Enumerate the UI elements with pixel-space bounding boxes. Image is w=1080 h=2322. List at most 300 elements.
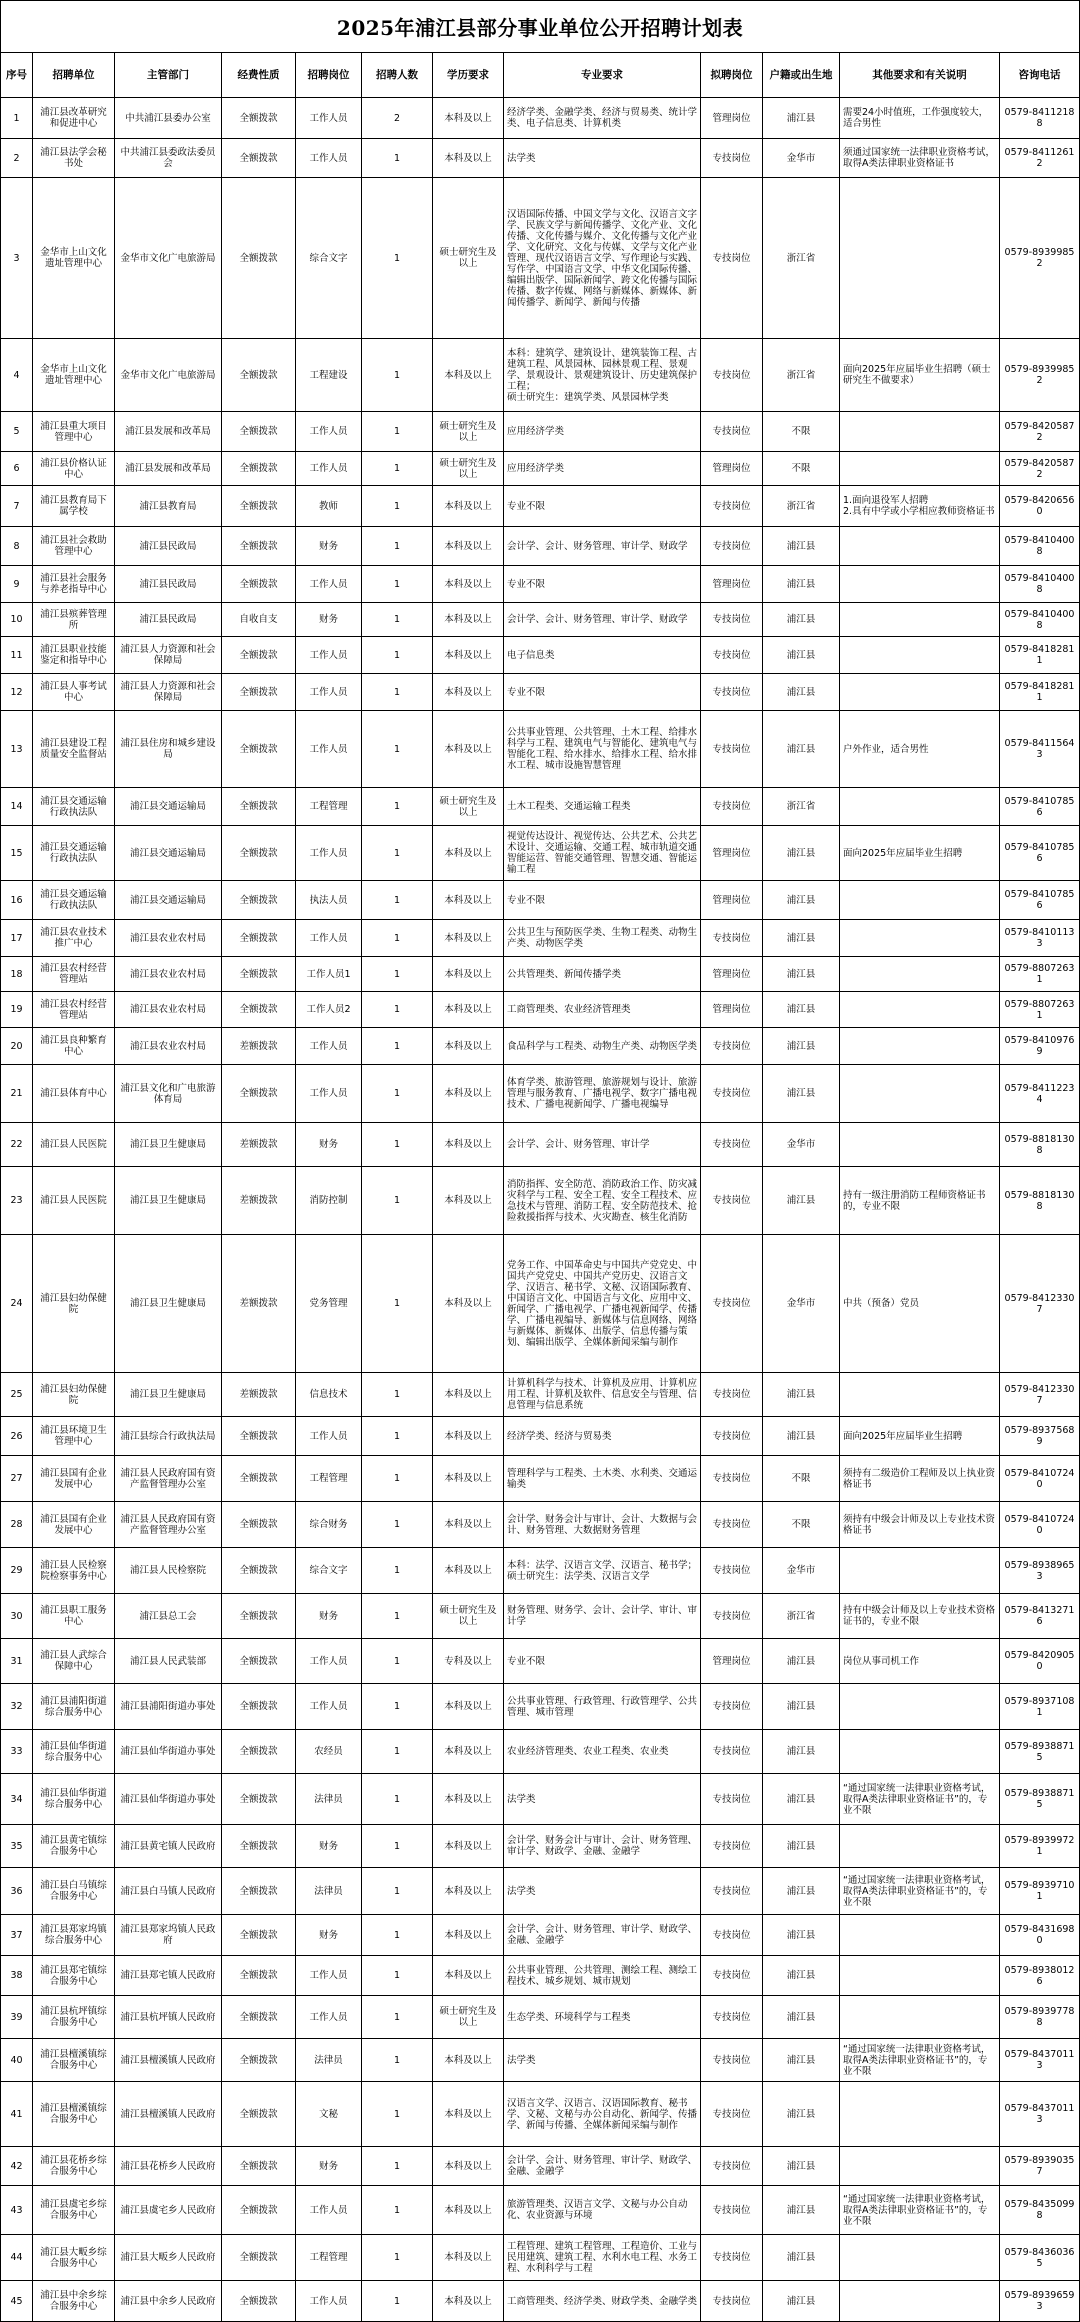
cell-post: 工作人员 [296, 2186, 362, 2234]
cell-phone: 0579-84123307 [1000, 1373, 1080, 1416]
cell-notes [840, 2281, 1000, 2321]
cell-funding: 全额拨款 [222, 2281, 296, 2321]
cell-unit: 浦江县职工服务中心 [33, 1594, 115, 1638]
cell-post: 工作人员 [296, 674, 362, 710]
table-row [0, 1548, 1080, 1594]
cell-department: 中共浦江县委政法委员会 [115, 139, 222, 177]
cell-post-type: 专技岗位 [701, 674, 763, 710]
cell-origin: 不限 [763, 412, 840, 451]
cell-count: 1 [362, 1167, 433, 1234]
cell-post: 工作人员 [296, 1417, 362, 1455]
cell-count: 1 [362, 637, 433, 673]
cell-education: 本科及以上 [433, 1774, 504, 1824]
cell-phone: 0579-89399721 [1000, 1825, 1080, 1867]
table-row [0, 1502, 1080, 1548]
cell-post: 财务 [296, 603, 362, 636]
cell-funding: 全额拨款 [222, 1594, 296, 1638]
table-row [0, 566, 1080, 603]
cell-phone: 0579-84209050 [1000, 1639, 1080, 1683]
page-title: 2025年浦江县部分事业单位公开招聘计划表 [0, 0, 1080, 53]
cell-no: 11 [0, 637, 33, 673]
cell-post-type: 专技岗位 [701, 1868, 763, 1914]
cell-major: 会计学、财务会计与审计、会计、财务管理、审计学、财政学、金融、金融学 [504, 1825, 701, 1867]
table-row [0, 1956, 1080, 1996]
cell-phone: 0579-89380126 [1000, 1956, 1080, 1995]
cell-funding: 差额拨款 [222, 1167, 296, 1234]
cell-notes: “通过国家统一法律职业资格考试，取得A类法律职业资格证书”的，专业不限 [840, 2039, 1000, 2081]
cell-notes [840, 566, 1000, 602]
cell-funding: 全额拨款 [222, 98, 296, 138]
cell-post-type: 专技岗位 [701, 1915, 763, 1955]
cell-unit: 浦江县国有企业发展中心 [33, 1456, 115, 1501]
cell-count: 1 [362, 1825, 433, 1867]
cell-notes [840, 1956, 1000, 1995]
header-major: 专业要求 [504, 53, 701, 97]
cell-notes [840, 1373, 1000, 1416]
cell-unit: 浦江县重大项目管理中心 [33, 412, 115, 451]
cell-post: 教师 [296, 486, 362, 526]
cell-education: 本科及以上 [433, 1456, 504, 1501]
cell-unit: 浦江县体育中心 [33, 1065, 115, 1122]
cell-notes: “通过国家统一法律职业资格考试，取得A类法律职业资格证书”的，专业不限 [840, 1868, 1000, 1914]
cell-unit: 浦江县花桥乡综合服务中心 [33, 2147, 115, 2185]
cell-education: 本科及以上 [433, 1235, 504, 1372]
cell-education: 本科及以上 [433, 881, 504, 919]
cell-major: 经济学类、金融学类、经济与贸易类、统计学类、电子信息类、计算机类 [504, 98, 701, 138]
cell-post: 工作人员 [296, 566, 362, 602]
cell-major: 法学类 [504, 1868, 701, 1914]
cell-funding: 差额拨款 [222, 1373, 296, 1416]
cell-major: 土木工程类、交通运输工程类 [504, 788, 701, 825]
cell-post-type: 专技岗位 [701, 412, 763, 451]
cell-funding: 差额拨款 [222, 1028, 296, 1064]
cell-post: 工作人员 [296, 1956, 362, 1995]
cell-post-type: 专技岗位 [701, 1684, 763, 1729]
cell-department: 浦江县住房和城乡建设局 [115, 711, 222, 787]
cell-education: 本科及以上 [433, 139, 504, 177]
cell-major: 法学类 [504, 139, 701, 177]
cell-post-type: 管理岗位 [701, 452, 763, 485]
cell-origin: 浦江县 [763, 2186, 840, 2234]
cell-department: 浦江县交通运输局 [115, 826, 222, 880]
cell-count: 1 [362, 2039, 433, 2081]
cell-count: 1 [362, 2147, 433, 2185]
cell-phone: 0579-89375689 [1000, 1417, 1080, 1455]
table-row [0, 1996, 1080, 2039]
cell-department: 浦江县农业农村局 [115, 1028, 222, 1064]
table-row [0, 527, 1080, 566]
header-funding: 经费性质 [222, 53, 296, 97]
cell-major: 公共事业管理、公共管理、测绘工程、测绘工程技术、城乡规划、城市规划 [504, 1956, 701, 1995]
cell-post: 综合文字 [296, 178, 362, 338]
cell-funding: 全额拨款 [222, 1639, 296, 1683]
cell-unit: 浦江县虞宅乡综合服务中心 [33, 2186, 115, 2234]
table-row [0, 1639, 1080, 1684]
cell-origin: 浦江县 [763, 1915, 840, 1955]
cell-count: 1 [362, 1774, 433, 1824]
cell-post: 法律员 [296, 1868, 362, 1914]
cell-unit: 浦江县黄宅镇综合服务中心 [33, 1825, 115, 1867]
cell-post-type: 专技岗位 [701, 1456, 763, 1501]
cell-unit: 浦江县郑宅镇综合服务中心 [33, 1956, 115, 1995]
cell-post-type: 专技岗位 [701, 1417, 763, 1455]
cell-post-type: 管理岗位 [701, 1639, 763, 1683]
cell-unit: 浦江县大畈乡综合服务中心 [33, 2235, 115, 2280]
cell-department: 浦江县教育局 [115, 486, 222, 526]
cell-funding: 全额拨款 [222, 1548, 296, 1593]
cell-phone: 0579-84112234 [1000, 1065, 1080, 1122]
cell-unit: 浦江县人民医院 [33, 1123, 115, 1166]
cell-post-type: 管理岗位 [701, 957, 763, 991]
cell-post-type: 管理岗位 [701, 992, 763, 1027]
cell-origin: 浦江县 [763, 566, 840, 602]
cell-funding: 全额拨款 [222, 339, 296, 411]
cell-phone: 0579-89396593 [1000, 2281, 1080, 2321]
cell-count: 1 [362, 139, 433, 177]
cell-unit: 浦江县人武综合保障中心 [33, 1639, 115, 1683]
cell-post-type: 专技岗位 [701, 637, 763, 673]
cell-education: 本科及以上 [433, 957, 504, 991]
cell-funding: 全额拨款 [222, 1730, 296, 1773]
header-department: 主管部门 [115, 53, 222, 97]
cell-post: 工作人员 [296, 139, 362, 177]
cell-origin: 金华市 [763, 1235, 840, 1372]
cell-unit: 浦江县国有企业发展中心 [33, 1502, 115, 1547]
cell-no: 43 [0, 2186, 33, 2234]
cell-origin: 浦江县 [763, 1684, 840, 1729]
cell-phone: 0579-84123307 [1000, 1235, 1080, 1372]
cell-count: 1 [362, 339, 433, 411]
cell-post: 财务 [296, 1825, 362, 1867]
cell-count: 1 [362, 603, 433, 636]
cell-major: 会计学、会计、财务管理、审计学、财政学、金融、金融学 [504, 1915, 701, 1955]
cell-no: 42 [0, 2147, 33, 2185]
cell-major: 会计学、财务会计与审计、会计、大数据与会计、财务管理、大数据财务管理 [504, 1502, 701, 1547]
cell-post: 综合文字 [296, 1548, 362, 1593]
cell-notes: 户外作业，适合男性 [840, 711, 1000, 787]
cell-phone: 0579-84370113 [1000, 2039, 1080, 2081]
cell-education: 本科及以上 [433, 486, 504, 526]
cell-post-type: 专技岗位 [701, 1774, 763, 1824]
cell-post: 执法人员 [296, 881, 362, 919]
cell-unit: 浦江县良种繁育中心 [33, 1028, 115, 1064]
cell-education: 本科及以上 [433, 1915, 504, 1955]
cell-count: 1 [362, 957, 433, 991]
cell-unit: 浦江县妇幼保健院 [33, 1373, 115, 1416]
cell-major: 会计学、会计、财务管理、审计学、财政学 [504, 603, 701, 636]
cell-department: 浦江县浦阳街道办事处 [115, 1684, 222, 1729]
cell-origin: 浦江县 [763, 2235, 840, 2280]
cell-education: 本科及以上 [433, 1167, 504, 1234]
cell-notes: 需要24小时值班，工作强度较大，适合男性 [840, 98, 1000, 138]
cell-major: 公共卫生与预防医学类、生物工程类、动物生产类、动物医学类 [504, 920, 701, 956]
cell-education: 本科及以上 [433, 711, 504, 787]
cell-count: 1 [362, 452, 433, 485]
cell-funding: 全额拨款 [222, 2186, 296, 2234]
table-row [0, 1825, 1080, 1868]
cell-origin: 浙江省 [763, 339, 840, 411]
cell-funding: 全额拨款 [222, 992, 296, 1027]
header-unit: 招聘单位 [33, 53, 115, 97]
cell-count: 1 [362, 1417, 433, 1455]
cell-origin: 浦江县 [763, 957, 840, 991]
cell-phone: 0579-88072631 [1000, 992, 1080, 1027]
cell-count: 1 [362, 486, 433, 526]
cell-major: 专业不限 [504, 881, 701, 919]
cell-unit: 浦江县社会服务与养老指导中心 [33, 566, 115, 602]
cell-post: 财务 [296, 1123, 362, 1166]
cell-phone: 0579-88072631 [1000, 957, 1080, 991]
cell-notes [840, 1548, 1000, 1593]
cell-unit: 浦江县妇幼保健院 [33, 1235, 115, 1372]
cell-phone: 0579-84104008 [1000, 603, 1080, 636]
cell-count: 1 [362, 826, 433, 880]
cell-post: 农经员 [296, 1730, 362, 1773]
cell-post: 财务 [296, 2147, 362, 2185]
cell-department: 浦江县综合行政执法局 [115, 1417, 222, 1455]
cell-post-type: 专技岗位 [701, 1373, 763, 1416]
cell-department: 浦江县文化和广电旅游体育局 [115, 1065, 222, 1122]
cell-phone: 0579-84316980 [1000, 1915, 1080, 1955]
cell-unit: 浦江县浦阳街道综合服务中心 [33, 1684, 115, 1729]
cell-department: 浦江县虞宅乡人民政府 [115, 2186, 222, 2234]
cell-funding: 全额拨款 [222, 1502, 296, 1547]
cell-department: 浦江县发展和改革局 [115, 452, 222, 485]
cell-count: 1 [362, 1684, 433, 1729]
cell-education: 硕士研究生及以上 [433, 1996, 504, 2038]
cell-count: 1 [362, 566, 433, 602]
cell-no: 3 [0, 178, 33, 338]
cell-origin: 浦江县 [763, 1868, 840, 1914]
cell-unit: 浦江县仙华街道综合服务中心 [33, 1730, 115, 1773]
cell-phone: 0579-88181308 [1000, 1167, 1080, 1234]
cell-phone: 0579-84115643 [1000, 711, 1080, 787]
cell-phone: 0579-89397788 [1000, 1996, 1080, 2038]
cell-department: 浦江县人力资源和社会保障局 [115, 674, 222, 710]
cell-major: 经济学类、经济与贸易类 [504, 1417, 701, 1455]
cell-department: 浦江县人民检察院 [115, 1548, 222, 1593]
cell-education: 专科及以上 [433, 1639, 504, 1683]
cell-notes: “通过国家统一法律职业资格考试，取得A类法律职业资格证书”的，专业不限 [840, 1774, 1000, 1824]
cell-funding: 差额拨款 [222, 1123, 296, 1166]
cell-funding: 全额拨款 [222, 139, 296, 177]
cell-no: 15 [0, 826, 33, 880]
cell-count: 1 [362, 1730, 433, 1773]
cell-origin: 浙江省 [763, 1594, 840, 1638]
cell-origin: 浦江县 [763, 527, 840, 565]
cell-post: 文秘 [296, 2082, 362, 2146]
cell-origin: 浦江县 [763, 1065, 840, 1122]
cell-phone: 0579-89371081 [1000, 1684, 1080, 1729]
cell-unit: 浦江县社会救助管理中心 [33, 527, 115, 565]
cell-count: 1 [362, 711, 433, 787]
cell-department: 浦江县民政局 [115, 566, 222, 602]
table-row [0, 1373, 1080, 1417]
cell-no: 31 [0, 1639, 33, 1683]
cell-funding: 全额拨款 [222, 1825, 296, 1867]
cell-post: 工程管理 [296, 2235, 362, 2280]
cell-funding: 全额拨款 [222, 178, 296, 338]
cell-no: 6 [0, 452, 33, 485]
cell-no: 17 [0, 920, 33, 956]
cell-post-type: 管理岗位 [701, 98, 763, 138]
cell-no: 16 [0, 881, 33, 919]
cell-department: 浦江县交通运输局 [115, 788, 222, 825]
cell-count: 1 [362, 1868, 433, 1914]
cell-origin: 浦江县 [763, 1996, 840, 2038]
cell-notes [840, 992, 1000, 1027]
cell-unit: 浦江县人民医院 [33, 1167, 115, 1234]
cell-department: 浦江县卫生健康局 [115, 1235, 222, 1372]
table-row [0, 637, 1080, 674]
cell-notes [840, 1996, 1000, 2038]
cell-post-type: 专技岗位 [701, 2186, 763, 2234]
cell-no: 12 [0, 674, 33, 710]
cell-post: 工作人员1 [296, 957, 362, 991]
cell-origin: 浦江县 [763, 1639, 840, 1683]
cell-post-type: 管理岗位 [701, 566, 763, 602]
cell-funding: 全额拨款 [222, 957, 296, 991]
cell-education: 本科及以上 [433, 1956, 504, 1995]
cell-notes [840, 957, 1000, 991]
cell-major: 农业经济管理类、农业工程类、农业类 [504, 1730, 701, 1773]
cell-funding: 全额拨款 [222, 1684, 296, 1729]
cell-phone: 0579-89397101 [1000, 1868, 1080, 1914]
cell-department: 浦江县农业农村局 [115, 957, 222, 991]
cell-phone: 0579-84370113 [1000, 2082, 1080, 2146]
cell-notes [840, 674, 1000, 710]
cell-education: 本科及以上 [433, 1730, 504, 1773]
cell-funding: 差额拨款 [222, 1235, 296, 1372]
cell-department: 浦江县卫生健康局 [115, 1373, 222, 1416]
cell-origin: 浦江县 [763, 1167, 840, 1234]
cell-post: 工作人员 [296, 1684, 362, 1729]
cell-phone: 0579-84206560 [1000, 486, 1080, 526]
cell-post-type: 专技岗位 [701, 178, 763, 338]
cell-no: 45 [0, 2281, 33, 2321]
cell-count: 1 [362, 1028, 433, 1064]
header-post: 招聘岗位 [296, 53, 362, 97]
cell-phone: 0579-84132716 [1000, 1594, 1080, 1638]
table-row [0, 178, 1080, 339]
cell-education: 本科及以上 [433, 637, 504, 673]
cell-funding: 全额拨款 [222, 1915, 296, 1955]
cell-department: 浦江县白马镇人民政府 [115, 1868, 222, 1914]
cell-unit: 浦江县改革研究和促进中心 [33, 98, 115, 138]
cell-notes: 1.面向退役军人招聘 2.具有中学或小学相应教师资格证书 [840, 486, 1000, 526]
cell-post: 工作人员 [296, 1996, 362, 2038]
cell-post: 工作人员 [296, 711, 362, 787]
cell-origin: 浦江县 [763, 1956, 840, 1995]
cell-phone: 0579-89399852 [1000, 178, 1080, 338]
cell-unit: 浦江县农村经营管理站 [33, 992, 115, 1027]
cell-notes: 须持有中级会计师及以上专业技术资格证书 [840, 1502, 1000, 1547]
cell-department: 浦江县大畈乡人民政府 [115, 2235, 222, 2280]
cell-no: 13 [0, 711, 33, 787]
table-row [0, 992, 1080, 1028]
cell-funding: 全额拨款 [222, 826, 296, 880]
cell-funding: 全额拨款 [222, 2147, 296, 2185]
cell-count: 1 [362, 2235, 433, 2280]
cell-major: 消防指挥、安全防范、消防政治工作、防灾减灾科学与工程、安全工程、安全工程技术、应急技术与管理、消防工程、安全防范技术、抢险救援指挥与技术、火灾勘查、核生化消防 [504, 1167, 701, 1234]
cell-count: 1 [362, 2281, 433, 2321]
cell-unit: 浦江县价格认证中心 [33, 452, 115, 485]
cell-no: 28 [0, 1502, 33, 1547]
cell-post: 信息技术 [296, 1373, 362, 1416]
table-row [0, 339, 1080, 412]
cell-post: 综合财务 [296, 1502, 362, 1547]
cell-phone: 0579-84182811 [1000, 637, 1080, 673]
cell-notes [840, 603, 1000, 636]
cell-origin: 浦江县 [763, 1373, 840, 1416]
cell-education: 本科及以上 [433, 566, 504, 602]
cell-count: 1 [362, 1996, 433, 2038]
cell-major: 生态学类、环境科学与工程类 [504, 1996, 701, 2038]
cell-count: 1 [362, 788, 433, 825]
cell-notes: 面向2025年应届毕业生招聘（硕士研究生不做要求） [840, 339, 1000, 411]
cell-no: 32 [0, 1684, 33, 1729]
cell-notes: 持有中级会计师及以上专业技术资格证书的，专业不限 [840, 1594, 1000, 1638]
cell-major: 工商管理类、农业经济管理类 [504, 992, 701, 1027]
cell-no: 7 [0, 486, 33, 526]
cell-post-type: 专技岗位 [701, 788, 763, 825]
cell-count: 1 [362, 1594, 433, 1638]
table-row [0, 788, 1080, 826]
cell-phone: 0579-89389653 [1000, 1548, 1080, 1593]
cell-no: 44 [0, 2235, 33, 2280]
cell-education: 本科及以上 [433, 992, 504, 1027]
cell-unit: 浦江县建设工程质量安全监督站 [33, 711, 115, 787]
cell-post: 财务 [296, 527, 362, 565]
cell-no: 21 [0, 1065, 33, 1122]
cell-education: 本科及以上 [433, 1502, 504, 1547]
cell-unit: 浦江县中余乡综合服务中心 [33, 2281, 115, 2321]
table-row [0, 603, 1080, 637]
cell-count: 1 [362, 1956, 433, 1995]
cell-funding: 全额拨款 [222, 2039, 296, 2081]
cell-count: 1 [362, 412, 433, 451]
cell-funding: 全额拨款 [222, 881, 296, 919]
cell-education: 本科及以上 [433, 2281, 504, 2321]
cell-origin: 不限 [763, 452, 840, 485]
cell-post-type: 专技岗位 [701, 920, 763, 956]
cell-major: 专业不限 [504, 1639, 701, 1683]
cell-funding: 自收自支 [222, 603, 296, 636]
cell-major: 工程管理、建筑工程管理、工程造价、工业与民用建筑、建筑工程、水利水电工程、水务工程、水利科学与工程 [504, 2235, 701, 2280]
cell-no: 37 [0, 1915, 33, 1955]
table-row [0, 98, 1080, 139]
table-row [0, 1417, 1080, 1456]
cell-department: 浦江县杭坪镇人民政府 [115, 1996, 222, 2038]
cell-post: 财务 [296, 1915, 362, 1955]
cell-education: 硕士研究生及以上 [433, 412, 504, 451]
cell-major: 旅游管理类、汉语言文学、文秘与办公自动化、农业资源与环境 [504, 2186, 701, 2234]
cell-unit: 浦江县白马镇综合服务中心 [33, 1868, 115, 1914]
cell-major: 电子信息类 [504, 637, 701, 673]
cell-phone: 0579-84104008 [1000, 566, 1080, 602]
table-row [0, 2281, 1080, 2322]
cell-unit: 浦江县仙华街道综合服务中心 [33, 1774, 115, 1824]
cell-funding: 全额拨款 [222, 637, 296, 673]
cell-origin: 浦江县 [763, 2082, 840, 2146]
cell-department: 浦江县人民政府国有资产监督管理办公室 [115, 1502, 222, 1547]
header-education: 学历要求 [433, 53, 504, 97]
header-origin: 户籍或出生地 [763, 53, 840, 97]
cell-post-type: 专技岗位 [701, 1730, 763, 1773]
cell-unit: 浦江县职业技能鉴定和指导中心 [33, 637, 115, 673]
cell-count: 1 [362, 992, 433, 1027]
cell-origin: 浦江县 [763, 1825, 840, 1867]
